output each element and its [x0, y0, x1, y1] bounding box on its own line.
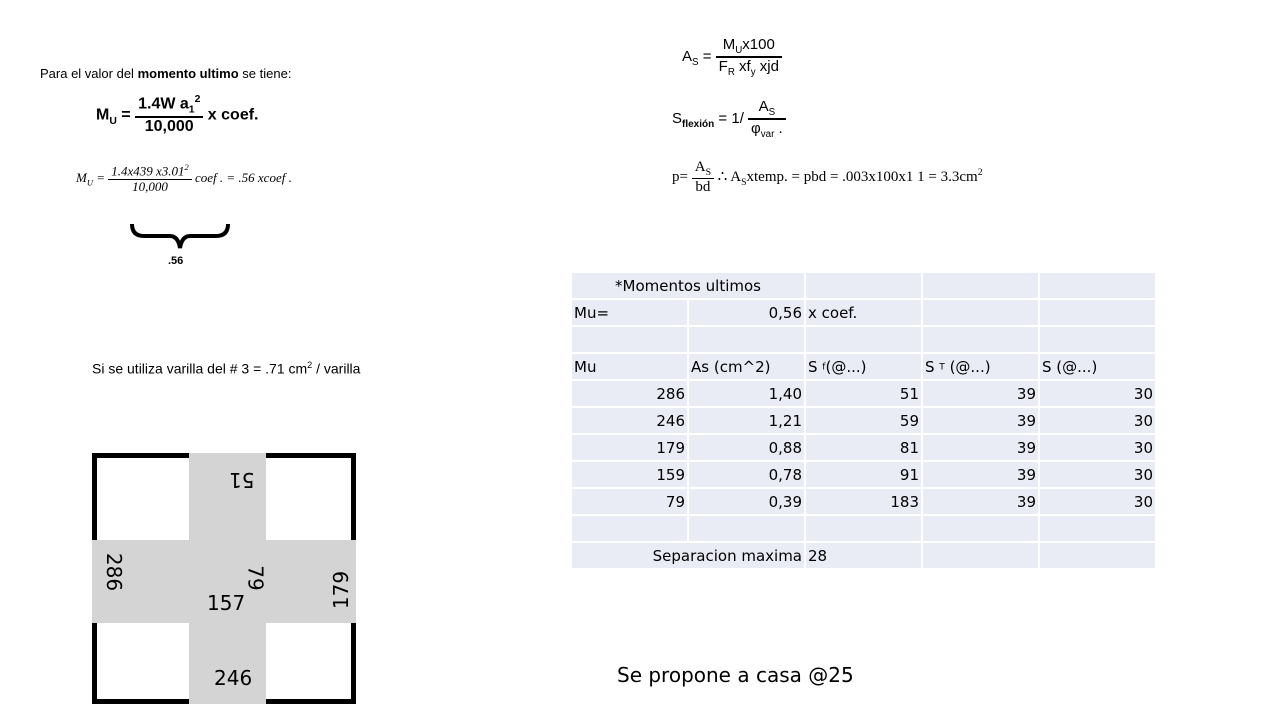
- as-den-a: F: [718, 58, 728, 76]
- table-empty-row: [572, 326, 1156, 353]
- cell-as: 1,40: [688, 380, 805, 407]
- table-empty-row: [572, 515, 1156, 542]
- mu-tail-cell: x coef.: [805, 299, 922, 326]
- as-lhs-sub: S: [692, 57, 699, 69]
- slab-bottom-value: 246: [214, 666, 253, 690]
- mu-formula: [96, 94, 258, 137]
- table-footer-row: [572, 542, 1156, 569]
- mu2-lhs-sub: U: [86, 177, 93, 188]
- mu-den: 10,000: [144, 118, 194, 136]
- header-sf-pre: S: [808, 357, 823, 376]
- cell-s: 30: [1039, 380, 1156, 407]
- as-lhs: A: [682, 48, 693, 66]
- cell-mu: 79: [572, 488, 688, 515]
- sflex-num-sub: S: [768, 107, 776, 118]
- intro-bold: momento ultimo: [137, 66, 239, 81]
- table-row: [572, 407, 1156, 434]
- p-rest-a: ∴ A: [717, 169, 742, 186]
- p-den: bd: [695, 179, 711, 196]
- proposal-text: Se propone a casa @25: [617, 663, 854, 687]
- p-rest-sub: S: [741, 177, 747, 189]
- header-sf-post: (@...): [825, 357, 867, 376]
- sflex-fraction: [748, 98, 786, 140]
- table-cell: [1039, 273, 1156, 299]
- header-sf-sub: f: [822, 362, 826, 372]
- cell-mu: 286: [572, 380, 688, 407]
- mu2-eq: =: [96, 170, 105, 186]
- p-rest-sup: 2: [977, 167, 983, 179]
- mu2-lhs: M: [76, 170, 87, 186]
- mu2-tail: coef . = .56 xcoef .: [194, 170, 292, 186]
- header-sf: [805, 353, 922, 380]
- header-mu: Mu: [572, 353, 688, 380]
- as-formula: [682, 36, 782, 78]
- table-cell: [572, 326, 688, 353]
- as-den-c: xjd: [755, 58, 779, 76]
- sflex-lhs-sub: flexión: [682, 119, 715, 131]
- table-cell: [922, 542, 1039, 569]
- mu2-den: 10,000: [132, 179, 168, 195]
- table-row: [572, 380, 1156, 407]
- table-cell: [922, 273, 1039, 299]
- mu2-num: 1.4x439 x3.01: [111, 163, 185, 179]
- slab-center-value: 157: [207, 591, 246, 615]
- cell-mu: 179: [572, 434, 688, 461]
- cell-s: 30: [1039, 488, 1156, 515]
- slab-center-vertical-value: 79: [243, 565, 268, 591]
- cell-sf: 183: [805, 488, 922, 515]
- table-row: [572, 461, 1156, 488]
- table-cell: [922, 299, 1039, 326]
- header-s: S (@...): [1039, 353, 1156, 380]
- table-cell: [805, 273, 922, 299]
- as-num-sub: U: [735, 45, 743, 56]
- cell-mu: 246: [572, 407, 688, 434]
- cell-st: 39: [922, 380, 1039, 407]
- p-num: A: [694, 159, 706, 175]
- as-fraction: [716, 36, 782, 78]
- varilla-text: [92, 360, 360, 377]
- sflex-lhs: S: [672, 110, 683, 128]
- intro-suffix: se tiene:: [238, 66, 292, 81]
- cell-mu: 159: [572, 461, 688, 488]
- sflex-eq: = 1/: [718, 110, 744, 128]
- table-cell: [688, 326, 805, 353]
- as-num-b: x100: [742, 36, 775, 53]
- cell-st: 39: [922, 461, 1039, 488]
- cell-s: 30: [1039, 434, 1156, 461]
- cell-s: 30: [1039, 407, 1156, 434]
- cell-as: 0,39: [688, 488, 805, 515]
- mu-tail: x coef.: [207, 106, 259, 124]
- varilla-sup: 2: [307, 360, 313, 370]
- table-row: [572, 434, 1156, 461]
- table-cell: [922, 515, 1039, 542]
- p-num-sub: S: [705, 167, 711, 178]
- mu-num-sub: 1: [188, 104, 195, 116]
- table-cell: [1039, 542, 1156, 569]
- p-lhs: p=: [672, 169, 688, 186]
- mu-lhs-sub: U: [109, 115, 117, 127]
- cell-sf: 81: [805, 434, 922, 461]
- cell-st: 39: [922, 488, 1039, 515]
- table-cell: [1039, 326, 1156, 353]
- mu-fraction: [135, 94, 203, 137]
- intro-prefix: Para el valor del: [40, 66, 138, 81]
- table-cell: [688, 515, 805, 542]
- curly-brace-icon: [128, 222, 232, 252]
- table-cell: [922, 326, 1039, 353]
- as-num-a: M: [722, 36, 736, 53]
- table-title-row: [572, 273, 1156, 299]
- slab-diagram: [92, 453, 356, 704]
- mu-label: Mu=: [572, 299, 688, 326]
- as-eq: =: [702, 48, 712, 66]
- as-den-sub2: y: [750, 67, 756, 79]
- mu-lhs: M: [96, 106, 110, 124]
- s-flexion-formula: [672, 98, 786, 140]
- sflex-den-sub: var: [760, 129, 775, 141]
- header-st-post: (@...): [944, 357, 991, 376]
- table-cell: [1039, 299, 1156, 326]
- mu-num: 1.4W a: [138, 95, 189, 113]
- cell-sf: 59: [805, 407, 922, 434]
- varilla-suffix: / varilla: [312, 360, 361, 377]
- table-title: *Momentos ultimos: [572, 273, 805, 299]
- table-cell: [572, 515, 688, 542]
- footer-label: Separacion maxima: [572, 542, 805, 569]
- slab-right-value: 179: [329, 570, 354, 610]
- header-st: [922, 353, 1039, 380]
- cell-st: 39: [922, 407, 1039, 434]
- slab-top-value: 51: [229, 468, 255, 492]
- p-rest-b: xtemp. = pbd = .003x100x1 1 = 3.3cm: [746, 169, 978, 186]
- mu2-num-sup: 2: [184, 162, 189, 172]
- brace-label: .56: [168, 255, 184, 267]
- sflex-den-tail: .: [774, 120, 783, 138]
- header-st-pre: S: [925, 357, 940, 376]
- header-as: As (cm^2): [688, 353, 805, 380]
- cell-sf: 51: [805, 380, 922, 407]
- mu-numeric-formula: [76, 163, 292, 195]
- cell-as: 0,78: [688, 461, 805, 488]
- sflex-num: A: [758, 98, 769, 115]
- cell-st: 39: [922, 434, 1039, 461]
- momentos-table: [572, 273, 1157, 570]
- mu-num-sup: 2: [194, 94, 201, 105]
- as-den-b: xf: [734, 58, 751, 76]
- table-header-row: [572, 353, 1156, 380]
- cell-s: 30: [1039, 461, 1156, 488]
- varilla-prefix: Si se utiliza varilla del # 3 = .71 cm: [92, 360, 308, 377]
- mu-eq: =: [121, 106, 131, 124]
- mu2-fraction: [108, 163, 192, 195]
- footer-value: 28: [805, 542, 922, 569]
- slab-left-value: 286: [102, 552, 127, 592]
- table-row: [572, 488, 1156, 515]
- table-cell: [805, 515, 922, 542]
- cell-as: 0,88: [688, 434, 805, 461]
- table-cell: [805, 326, 922, 353]
- cell-sf: 91: [805, 461, 922, 488]
- as-den-sub1: R: [727, 67, 735, 79]
- sflex-den: φ: [751, 120, 761, 138]
- table-cell: [1039, 515, 1156, 542]
- table-mu-row: [572, 299, 1156, 326]
- cell-as: 1,21: [688, 407, 805, 434]
- intro-text: [40, 66, 291, 81]
- p-fraction: [692, 159, 714, 196]
- mu-value: 0,56: [688, 299, 805, 326]
- header-st-sub: T: [939, 362, 945, 372]
- p-formula: [672, 159, 983, 196]
